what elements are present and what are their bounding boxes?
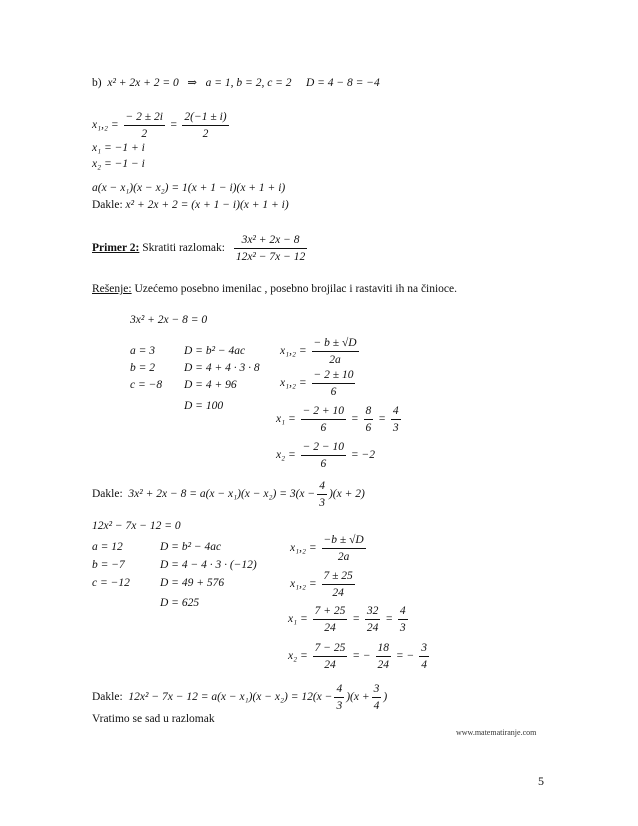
primer-title: Primer 2: — [92, 242, 140, 255]
fraction — [124, 110, 165, 141]
q2-a: a = 12 — [92, 541, 123, 553]
q1-d3: D = 4 + 96 — [184, 379, 237, 391]
numerator: 8 — [364, 404, 374, 420]
q2-equation: 12x² − 7x − 12 = 0 — [92, 520, 181, 532]
dakle-left: 12x² − 7x − 12 = a(x − x₁)(x − x₂) = 12(x − — [128, 691, 333, 704]
denominator: 24 — [366, 622, 379, 634]
x2-result: = −2 — [350, 449, 376, 462]
x12-lhs: x₁,₂ = — [92, 119, 119, 132]
denominator: 3 — [336, 700, 343, 712]
dakle-left: 3x² + 2x − 8 = a(x − x₁)(x − x₂) = 3(x − — [128, 488, 316, 501]
fraction — [364, 404, 374, 435]
q1-d4: D = 100 — [184, 400, 224, 412]
resenje-line — [92, 282, 457, 296]
q1-equation: 3x² + 2x − 8 = 0 — [130, 314, 208, 326]
resenje-text: Uzećemo posebno imenilac , posebno brojilac i rastaviti ih na činioce. — [134, 283, 458, 295]
q1-d2: D = 4 + 4 · 3 · 8 — [184, 362, 260, 374]
fraction — [391, 404, 401, 435]
formula-lhs: x₁,₂ = — [290, 542, 317, 555]
numerator: 3x² + 2x − 8 — [234, 233, 307, 249]
denominator: 3 — [319, 497, 325, 509]
fraction — [365, 604, 381, 635]
denominator: 3 — [399, 622, 406, 634]
numerator: − 2 ± 2i — [124, 110, 165, 126]
denominator: 12x² − 7x − 12 — [235, 251, 306, 263]
q2-d4: D = 625 — [160, 597, 200, 609]
fraction — [234, 233, 307, 264]
fraction — [182, 110, 228, 141]
part-b-equation-line — [92, 76, 380, 90]
denominator: 3 — [392, 422, 399, 434]
denominator: 24 — [332, 587, 344, 599]
numerator: 7 − 25 — [313, 641, 348, 657]
dakle-end: ) — [383, 691, 388, 704]
dakle-label: Dakle: — [92, 691, 123, 704]
formula-lhs: x₁,₂ = — [280, 377, 307, 390]
vratimo-text: Vratimo se sad u razlomak — [92, 713, 215, 725]
q2-formula — [290, 533, 368, 564]
part-b-x1: x₁ = −1 + i — [92, 142, 145, 154]
fraction — [322, 569, 355, 600]
formula-lhs: x₁,₂ = — [280, 345, 307, 358]
denominator: 6 — [330, 386, 337, 398]
page-number: 5 — [538, 774, 544, 788]
part-b-factorization: a(x − x₁)(x − x₂) = 1(x + 1 − i)(x + 1 + i) — [92, 182, 286, 194]
q2-d1: D = b² − 4ac — [160, 541, 222, 553]
denominator: 24 — [377, 659, 390, 671]
x1-lhs: x₁ = — [276, 413, 296, 426]
denominator: 4 — [421, 659, 427, 671]
q1-b: b = 2 — [130, 362, 156, 374]
fraction — [301, 440, 346, 471]
numerator: 3 — [419, 641, 429, 657]
fraction — [313, 604, 348, 635]
numerator: 7 + 25 — [313, 604, 348, 620]
x2-end: = − — [395, 650, 415, 663]
denominator: 6 — [320, 458, 327, 470]
q1-formula — [280, 336, 361, 367]
part-b-equation: x² + 2x + 2 = 0 — [107, 77, 179, 89]
fraction — [372, 682, 382, 713]
fraction — [322, 533, 366, 564]
q2-substitution — [290, 569, 357, 600]
q1-x2 — [276, 440, 375, 471]
part-b-coefficients: a = 1, b = 2, c = 2 — [205, 77, 292, 89]
q2-b: b = −7 — [92, 559, 125, 571]
denominator: 4 — [373, 700, 380, 712]
denominator: 6 — [365, 422, 372, 434]
q1-d1: D = b² − 4ac — [184, 345, 246, 357]
q2-d2: D = 4 − 4 · 3 · (−12) — [160, 559, 257, 571]
q2-x1: x₁ = $\frac{7 + 25}{24}$ = $\frac{32}{24}$ = $\frac{4}{3}$ — [288, 605, 406, 634]
fraction — [317, 479, 327, 510]
numerator: − 2 − 10 — [301, 440, 346, 456]
part-b-dakle — [92, 198, 289, 212]
primer-text: Skratiti razlomak: — [142, 242, 225, 255]
dakle-right: )(x + 2) — [328, 488, 365, 501]
q1-c: c = −8 — [130, 379, 163, 391]
q1-x1: x₁ = $\frac{- 2 + 10}{6}$ = $\frac{8}{6}$ = $\frac{4}{3}$ — [276, 405, 399, 434]
q2-x2 — [288, 641, 431, 672]
resenje-label: Rešenje: — [92, 283, 132, 295]
numerator: 7 ± 25 — [322, 569, 355, 585]
denominator: 6 — [320, 422, 327, 434]
denominator: 2 — [202, 128, 209, 140]
numerator: −b ± √D — [322, 533, 366, 549]
dakle-label: Dakle: — [92, 199, 123, 211]
numerator: 4 — [391, 404, 401, 420]
implies-arrow: ⇒ — [187, 77, 198, 89]
primer-2-line — [92, 233, 309, 264]
fraction — [313, 641, 348, 672]
numerator: 3 — [372, 682, 382, 698]
q2-d3: D = 49 + 576 — [160, 577, 225, 589]
numerator: 18 — [376, 641, 392, 657]
part-b-discriminant: D = 4 − 8 = −4 — [305, 77, 380, 89]
denominator: 2 — [141, 128, 148, 140]
numerator: 4 — [317, 479, 327, 495]
q2-dakle — [92, 682, 387, 713]
numerator: − b ± √D — [312, 336, 359, 352]
denominator: 2a — [337, 551, 350, 563]
fraction — [334, 682, 344, 713]
fraction — [419, 641, 429, 672]
x1-lhs: x₁ = — [288, 613, 308, 626]
formula-lhs: x₁,₂ = — [290, 578, 317, 591]
q1-dakle — [92, 479, 365, 510]
x2-lhs: x₂ = — [276, 449, 296, 462]
fraction — [398, 604, 408, 635]
numerator: − 2 + 10 — [301, 404, 346, 420]
fraction — [301, 404, 346, 435]
denominator: 2a — [329, 354, 341, 366]
numerator: 4 — [334, 682, 344, 698]
x2-mid: = − — [352, 650, 371, 663]
fraction — [312, 336, 359, 367]
fraction — [312, 368, 356, 399]
numerator: 4 — [398, 604, 408, 620]
site-footer: www.matematiranje.com — [456, 728, 537, 737]
numerator: 2(−1 ± i) — [182, 110, 228, 126]
x2-lhs: x₂ = — [288, 650, 308, 663]
part-b-roots-formula: x₁,₂ = $\frac{- 2 \pm 2i}{2}$ = $\frac{2(-1 \pm i)}{2}$ — [92, 111, 227, 140]
q2-c: c = −12 — [92, 577, 130, 589]
numerator: 32 — [365, 604, 381, 620]
dakle-equation: x² + 2x + 2 = (x + 1 − i)(x + 1 + i) — [125, 199, 289, 211]
numerator: − 2 ± 10 — [312, 368, 356, 384]
denominator: 24 — [324, 659, 336, 671]
fraction — [376, 641, 392, 672]
denominator: 24 — [324, 622, 336, 634]
q1-a: a = 3 — [130, 345, 156, 357]
q1-substitution — [280, 368, 357, 399]
part-b-x2: x₂ = −1 − i — [92, 158, 145, 170]
dakle-mid: )(x + — [346, 691, 370, 704]
part-b-label: b) — [92, 77, 102, 89]
dakle-label: Dakle: — [92, 488, 123, 501]
